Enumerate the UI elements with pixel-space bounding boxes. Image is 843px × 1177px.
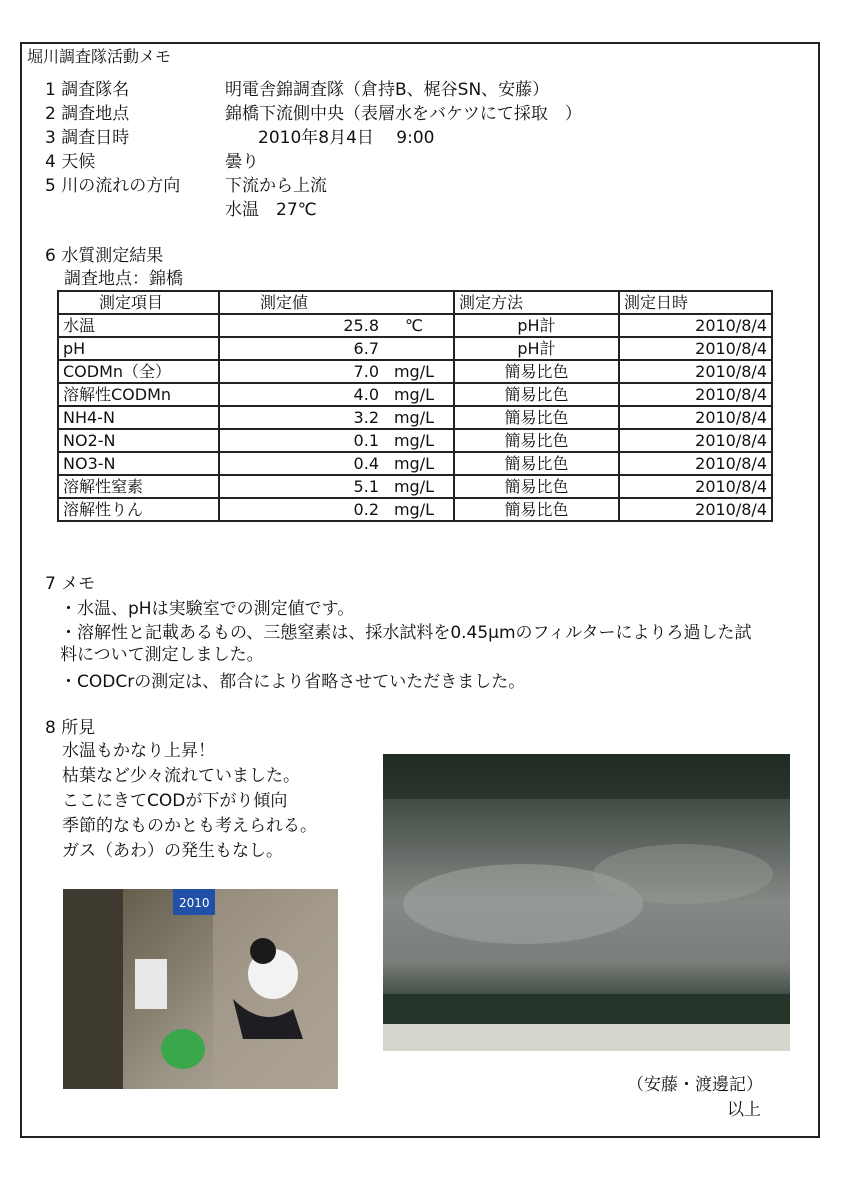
river-photo [383, 754, 790, 1051]
photo-sign-text: 2010 [179, 896, 210, 910]
header-date: 測定日時 [619, 291, 772, 314]
cell-item: 溶解性りん [58, 498, 219, 521]
cell-item: NO2-N [58, 429, 219, 452]
cell-item: pH [58, 337, 219, 360]
cell-value: 7.0 mg/L [219, 360, 454, 383]
memo-line-2: ・溶解性と記載あるもの、三態窒素は、採水試料を0.45μmのフィルターによりろ過した試料について測定しました。 [60, 623, 752, 665]
cell-value: 25.8 ℃ [219, 314, 454, 337]
cell-item: 水温 [58, 314, 219, 337]
sampling-photo-art [63, 889, 338, 1089]
table-row [58, 429, 772, 452]
cell-date: 2010/8/4 [619, 314, 772, 337]
finding-line-2: 枯葉など少々流れていました。 [62, 766, 300, 786]
photo-tree-line [383, 994, 790, 1024]
cell-method: 簡易比色 [454, 429, 619, 452]
photo-tree-reflection [383, 754, 790, 799]
finding-line-1: 水温もかなり上昇！ [62, 741, 215, 761]
photo-railing [63, 889, 123, 1089]
cell-date: 2010/8/4 [619, 452, 772, 475]
photo-bucket [161, 1029, 205, 1069]
info-value-4: 曇り [225, 152, 259, 172]
cell-item: 溶解性窒素 [58, 475, 219, 498]
cell-date: 2010/8/4 [619, 383, 772, 406]
sampling-photo [63, 889, 338, 1089]
header-item: 測定項目 [58, 291, 219, 314]
cell-value: 0.1 mg/L [219, 429, 454, 452]
photo-person-head [250, 938, 276, 964]
cell-value: 3.2 mg/L [219, 406, 454, 429]
table-header-row [58, 291, 772, 314]
table-row [58, 383, 772, 406]
finding-line-4: 季節的なものかとも考えられる。 [62, 816, 317, 836]
page-title: 堀川調査隊活動メモ [27, 47, 172, 66]
table-row [58, 498, 772, 521]
info-value-3: 2010年8月4日 9:00 [258, 128, 435, 148]
table-row [58, 337, 772, 360]
finding-line-3: ここにきてCODが下がり傾向 [62, 791, 288, 811]
cell-method: 簡易比色 [454, 383, 619, 406]
cell-value: 5.1 mg/L [219, 475, 454, 498]
finding-line-5: ガス（あわ）の発生もなし。 [62, 841, 283, 861]
info-value-5: 下流から上流 [225, 176, 327, 196]
cell-date: 2010/8/4 [619, 498, 772, 521]
table-row [58, 360, 772, 383]
water-quality-table [57, 290, 773, 522]
header-value: 測定値 [219, 291, 454, 314]
cell-method: 簡易比色 [454, 360, 619, 383]
cell-method: 簡易比色 [454, 498, 619, 521]
table-row [58, 406, 772, 429]
cell-method: pH計 [454, 337, 619, 360]
cell-value: 0.2 mg/L [219, 498, 454, 521]
header-method: 測定方法 [454, 291, 619, 314]
section-8-heading: 8 所見 [45, 718, 96, 738]
photo-cloud [593, 844, 773, 904]
table-row [58, 314, 772, 337]
cell-item: 溶解性CODMn [58, 383, 219, 406]
table-row [58, 475, 772, 498]
cell-item: NO3-N [58, 452, 219, 475]
table-row [58, 452, 772, 475]
info-row-2: 2 調査地点 [45, 104, 130, 124]
photo-bank [383, 1024, 790, 1051]
survey-location: 調査地点：錦橋 [64, 269, 183, 289]
section-7-heading: 7 メモ [45, 574, 96, 594]
cell-date: 2010/8/4 [619, 360, 772, 383]
cell-method: 簡易比色 [454, 475, 619, 498]
section-6-heading: 6 水質測定結果 [45, 246, 164, 266]
cell-date: 2010/8/4 [619, 475, 772, 498]
info-value-2: 錦橋下流側中央（表層水をバケツにて採取 ） [225, 104, 582, 124]
cell-method: 簡易比色 [454, 406, 619, 429]
photo-bag [135, 959, 167, 1009]
author-note: （安藤・渡邊記） [627, 1075, 763, 1095]
cell-date: 2010/8/4 [619, 337, 772, 360]
cell-date: 2010/8/4 [619, 406, 772, 429]
memo-line-3: ・CODCrの測定は、都合により省略させていただきました。 [60, 672, 526, 692]
cell-date: 2010/8/4 [619, 429, 772, 452]
info-row-4: 4 天候 [45, 152, 96, 172]
cell-method: 簡易比色 [454, 452, 619, 475]
info-row-3: 3 調査日時 [45, 128, 130, 148]
cell-item: CODMn（全） [58, 360, 219, 383]
closing-text: 以上 [727, 1100, 761, 1120]
water-temp-note: 水温 27℃ [225, 200, 317, 220]
cell-value: 4.0 mg/L [219, 383, 454, 406]
river-photo-art [383, 754, 790, 1051]
info-row-1: 1 調査隊名 [45, 80, 130, 100]
memo-line-1: ・水温、pHは実験室での測定値です。 [60, 599, 355, 619]
cell-method: pH計 [454, 314, 619, 337]
info-value-1: 明電舎錦調査隊（倉持B、梶谷SN、安藤） [225, 80, 550, 100]
cell-item: NH4-N [58, 406, 219, 429]
info-row-5: 5 川の流れの方向 [45, 176, 181, 196]
cell-value: 0.4 mg/L [219, 452, 454, 475]
cell-value: 6.7 [219, 337, 454, 360]
